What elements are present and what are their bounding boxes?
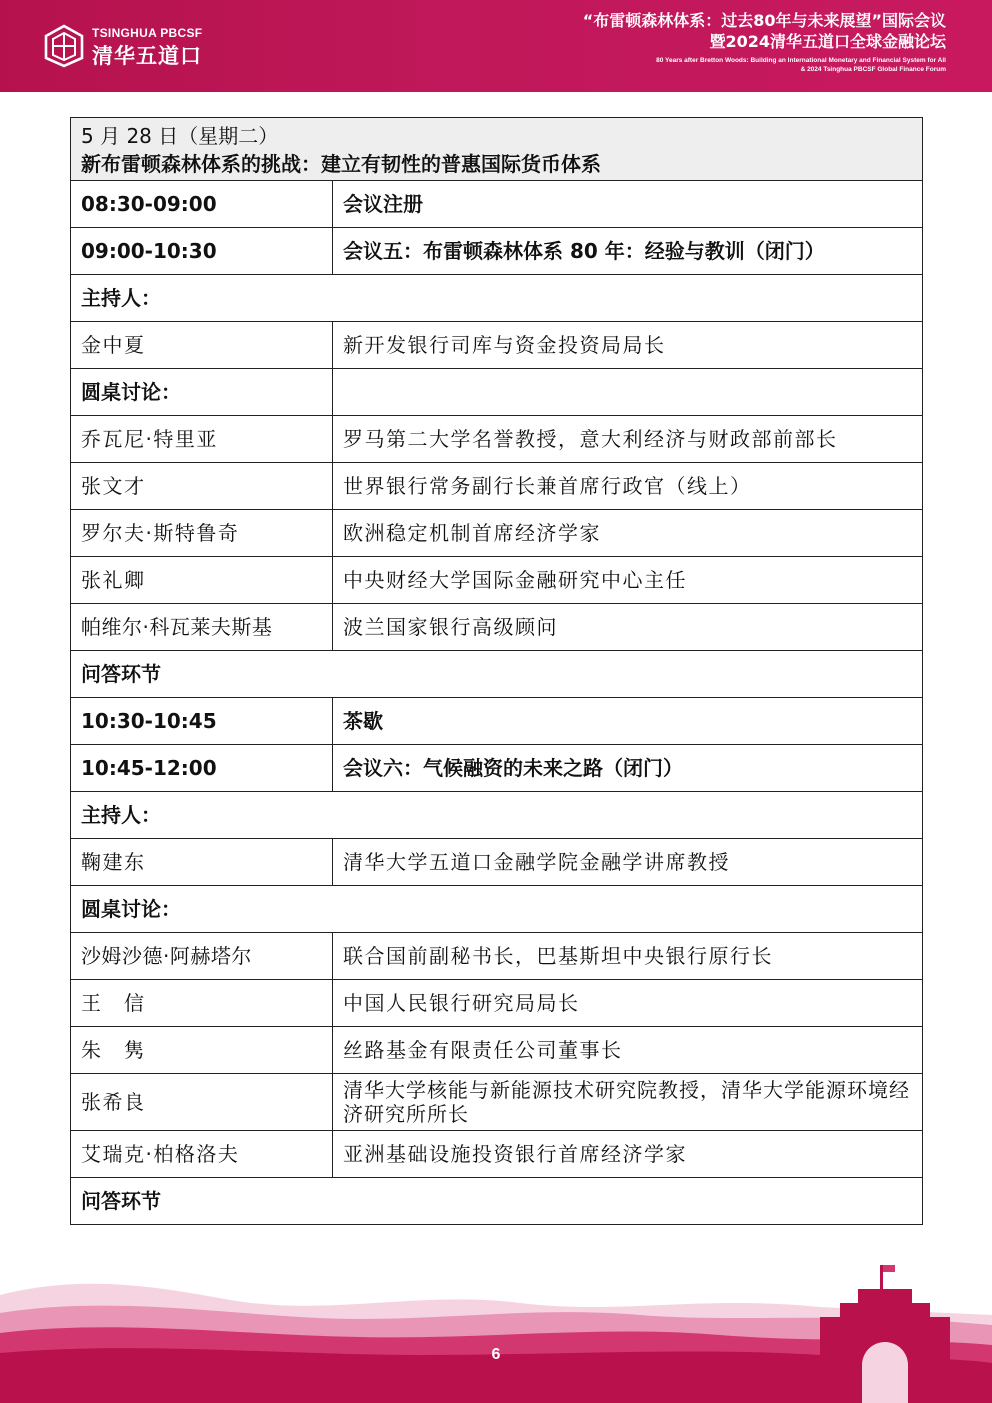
- time-cell: 09:00-10:30: [71, 228, 333, 275]
- speaker-title-cell: 中央财经大学国际金融研究中心主任: [333, 557, 923, 604]
- speaker-title-cell: 波兰国家银行高级顾问: [333, 604, 923, 651]
- schedule-table: [70, 117, 923, 1225]
- logo-english-text: TSINGHUA PBCSF: [92, 26, 203, 40]
- qa-label-cell: 问答环节: [71, 651, 923, 698]
- table-row: [71, 557, 923, 604]
- speaker-name-cell: 张希良: [71, 1074, 333, 1131]
- empty-cell: [333, 369, 923, 416]
- session-cell: 会议五：布雷顿森林体系 80 年：经验与教训（闭门）: [333, 228, 923, 275]
- section-label-cell: 圆桌讨论：: [71, 886, 923, 933]
- speaker-title-cell: 丝路基金有限责任公司董事长: [333, 1027, 923, 1074]
- speaker-name-cell: 金中夏: [71, 322, 333, 369]
- time-cell: 10:30-10:45: [71, 698, 333, 745]
- speaker-name-cell: 帕维尔·科瓦莱夫斯基: [71, 604, 333, 651]
- conference-english-line1: 80 Years after Bretton Woods: Building an International Monetary and Financial System for All: [656, 57, 946, 64]
- table-row: [71, 228, 923, 275]
- speaker-title-cell: 中国人民银行研究局局长: [333, 980, 923, 1027]
- speaker-title-cell: 欧洲稳定机制首席经济学家: [333, 510, 923, 557]
- session-cell: 会议注册: [333, 181, 923, 228]
- logo-chinese-text: 清华五道口: [92, 44, 202, 68]
- table-row: [71, 181, 923, 228]
- day-header-row: [71, 118, 923, 181]
- section-label-cell: 主持人：: [71, 792, 923, 839]
- speaker-title-cell: 清华大学核能与新能源技术研究院教授，清华大学能源环境经济研究所所长: [333, 1074, 923, 1131]
- time-cell: 10:45-12:00: [71, 745, 333, 792]
- speaker-name-cell: 乔瓦尼·特里亚: [71, 416, 333, 463]
- speaker-name-cell: 朱 隽: [71, 1027, 333, 1074]
- section-label-cell: 主持人：: [71, 275, 923, 322]
- speaker-name-cell: 鞠建东: [71, 839, 333, 886]
- day-header-cell: [71, 118, 923, 181]
- speaker-title-cell: 新开发银行司库与资金投资局局长: [333, 322, 923, 369]
- time-cell: 08:30-09:00: [71, 181, 333, 228]
- session-cell: 会议六：气候融资的未来之路（闭门）: [333, 745, 923, 792]
- table-row: [71, 1131, 923, 1178]
- table-row: [71, 463, 923, 510]
- section-label-row: [71, 886, 923, 933]
- speaker-name-cell: 张礼卿: [71, 557, 333, 604]
- speaker-name-cell: 艾瑞克·柏格洛夫: [71, 1131, 333, 1178]
- conference-title-line1: “布雷顿森林体系：过去80年与未来展望”国际会议: [582, 11, 946, 30]
- section-label-row: [71, 792, 923, 839]
- table-row: [71, 604, 923, 651]
- table-row: [71, 510, 923, 557]
- speaker-name-cell: 罗尔夫·斯特鲁奇: [71, 510, 333, 557]
- qa-label-cell: 问答环节: [71, 1178, 923, 1225]
- conference-title-block: [583, 10, 946, 74]
- day-theme: 新布雷顿森林体系的挑战：建立有韧性的普惠国际货币体系: [81, 152, 601, 176]
- table-row: [71, 416, 923, 463]
- day-date: 5 月 28 日（星期二）: [81, 124, 279, 148]
- table-row: [71, 369, 923, 416]
- table-row: [71, 839, 923, 886]
- pbcsf-logo-icon: [44, 24, 84, 68]
- table-row: [71, 933, 923, 980]
- table-row: [71, 1027, 923, 1074]
- page-header: [0, 0, 992, 92]
- speaker-title-cell: 亚洲基础设施投资银行首席经济学家: [333, 1131, 923, 1178]
- conference-title-line2: 暨2024清华五道口全球金融论坛: [709, 32, 946, 51]
- page-number: 6: [491, 1346, 501, 1363]
- footer-landscape-illustration: [0, 1255, 992, 1403]
- speaker-name-cell: 沙姆沙德·阿赫塔尔: [71, 933, 333, 980]
- table-row: [71, 698, 923, 745]
- speaker-title-cell: 联合国前副秘书长，巴基斯坦中央银行原行长: [333, 933, 923, 980]
- section-label-row: [71, 275, 923, 322]
- table-row: [71, 322, 923, 369]
- session-cell: 茶歇: [333, 698, 923, 745]
- conference-english-line2: & 2024 Tsinghua PBCSF Global Finance Forum: [800, 66, 946, 73]
- section-label-row: [71, 651, 923, 698]
- table-row: [71, 980, 923, 1027]
- table-row: [71, 1074, 923, 1131]
- speaker-title-cell: 清华大学五道口金融学院金融学讲席教授: [333, 839, 923, 886]
- section-label-row: [71, 1178, 923, 1225]
- speaker-name-cell: 王 信: [71, 980, 333, 1027]
- speaker-title-cell: 世界银行常务副行长兼首席行政官（线上）: [333, 463, 923, 510]
- section-label-cell: 圆桌讨论：: [71, 369, 333, 416]
- speaker-name-cell: 张文才: [71, 463, 333, 510]
- speaker-title-cell: 罗马第二大学名誉教授，意大利经济与财政部前部长: [333, 416, 923, 463]
- table-row: [71, 745, 923, 792]
